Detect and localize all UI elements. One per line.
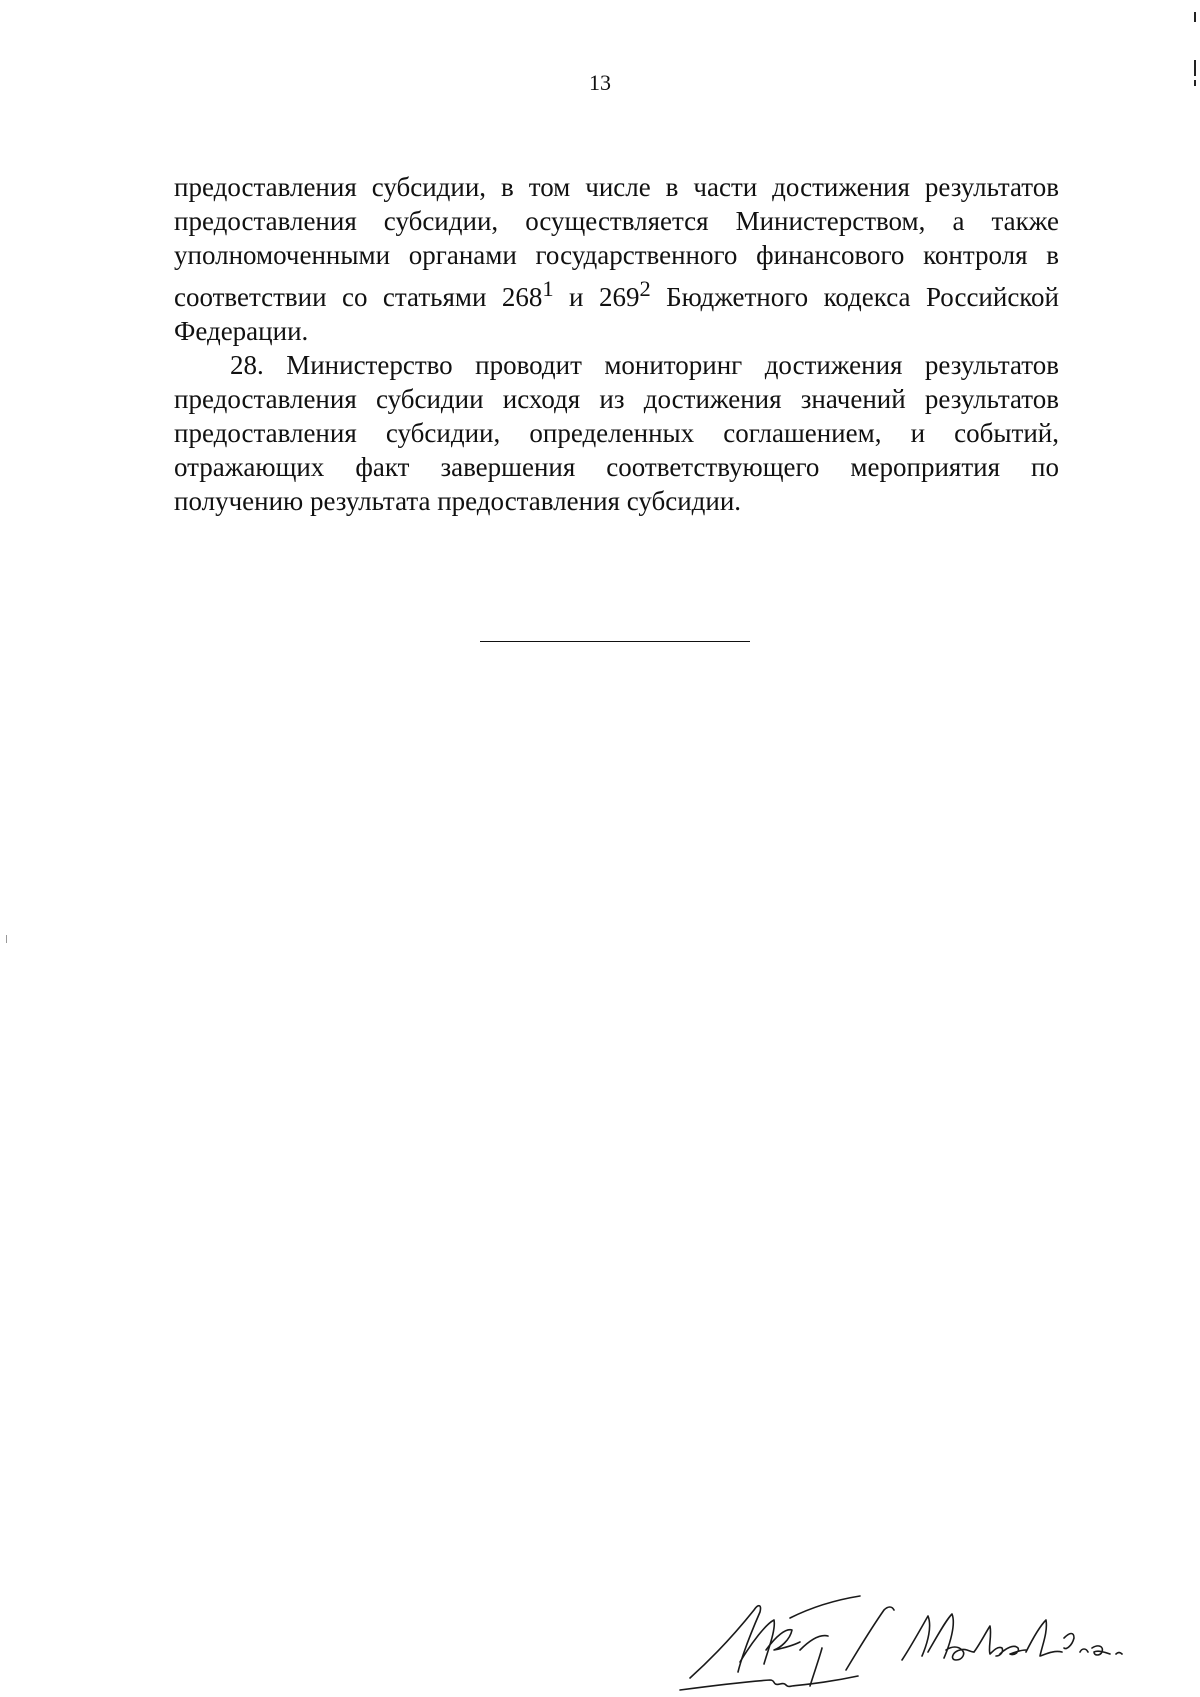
scan-edge-mark [1194, 80, 1196, 86]
document-body [174, 170, 1059, 518]
scan-edge-mark [6, 935, 7, 943]
scan-edge-mark [1194, 12, 1196, 22]
paragraph-text-part: и 269 [553, 282, 640, 312]
article-superscript: 1 [542, 276, 554, 301]
paragraph-28: 28. Министерство проводит мониторинг достижения результатов предоставления субсидии исходя из достижения значений результатов предоставления субсидии, определенных соглашением, и событий, отражающих факт завершения соответствующего мероприятия по получению результата предоставления субсидии. [174, 350, 1059, 516]
end-divider-line [480, 641, 750, 642]
handwritten-signature [670, 1590, 1140, 1697]
page-number: 13 [589, 70, 611, 95]
paragraph-continuation [174, 170, 1059, 348]
article-superscript: 2 [639, 276, 651, 301]
paragraph-text-part: предоставления субсидии, в том числе в части достижения результатов предоставления субсидии, осуществляется Министерством, а также уполномоченными органами государственного финансового контроля в соответствии со статьями 268 [174, 172, 1059, 312]
paragraph-text-part: Бюджетного кодекса Российской Федерации. [174, 282, 1060, 346]
scan-edge-mark [1194, 60, 1196, 76]
